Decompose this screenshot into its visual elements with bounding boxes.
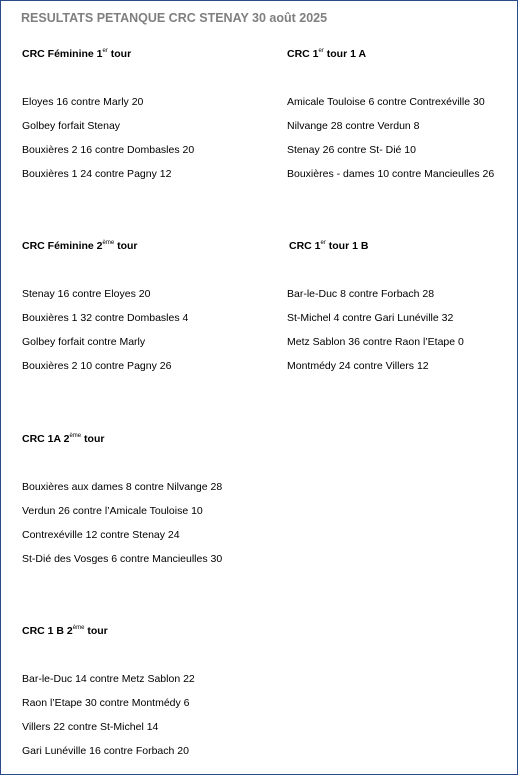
section-crc-feminine-2eme-tour [22,239,188,383]
result-line: St-Dié des Vosges 6 contre Mancieulles 30 [22,553,223,565]
document-title: RESULTATS PETANQUE CRC STENAY 30 août 2025 [21,11,328,25]
section-heading: CRC Féminine 2ème tour [22,240,138,252]
section-heading: CRC 1A 2ème tour [22,433,105,445]
result-line: Bouxières 1 24 contre Pagny 12 [22,168,172,180]
result-line: Bar-le-Duc 8 contre Forbach 28 [287,288,435,300]
result-line: Golbey forfait contre Marly [22,336,146,348]
section-heading: CRC Féminine 1er tour [22,48,132,60]
result-line: Verdun 26 contre l’Amicale Touloise 10 [22,505,203,517]
result-line: Amicale Touloise 6 contre Contrexéville 30 [287,96,485,108]
result-line: Villers 22 contre St-Michel 14 [22,721,159,733]
result-line: Nilvange 28 contre Verdun 8 [287,120,420,132]
section-heading: CRC 1 B 2ème tour [22,625,108,637]
section-heading: CRC 1er tour 1 A [287,48,367,60]
result-line: Metz Sablon 36 contre Raon l’Etape 0 [287,336,464,348]
result-line: Bouxières 1 32 contre Dombasles 4 [22,312,189,324]
section-crc-1a-2eme-tour [22,432,222,576]
result-line: Bouxières 2 10 contre Pagny 26 [22,360,172,372]
section-crc-1er-tour-1a [287,47,494,191]
result-line: Gari Lunéville 16 contre Forbach 20 [22,745,189,757]
result-line: Bouxières 2 16 contre Dombasles 20 [22,144,195,156]
result-line: Eloyes 16 contre Marly 20 [22,96,144,108]
result-line: Bar-le-Duc 14 contre Metz Sablon 22 [22,673,195,685]
result-line: Golbey forfait Stenay [22,120,121,132]
result-line: Contrexéville 12 contre Stenay 24 [22,529,180,541]
section-heading: CRC 1er tour 1 B [289,240,369,252]
section-crc-1er-tour-1b [289,239,464,383]
result-line: Stenay 16 contre Eloyes 20 [22,288,151,300]
result-line: Montmédy 24 contre Villers 12 [287,360,429,372]
result-line: Raon l’Etape 30 contre Montmédy 6 [22,697,190,709]
section-crc-1b-2eme-tour [22,624,195,768]
section-crc-feminine-1er-tour [22,47,194,191]
result-line: Bouxières - dames 10 contre Mancieulles 26 [287,168,495,180]
result-line: Bouxières aux dames 8 contre Nilvange 28 [22,481,223,493]
result-line: Stenay 26 contre St- Dié 10 [287,144,416,156]
result-line: St-Michel 4 contre Gari Lunéville 32 [287,312,454,324]
